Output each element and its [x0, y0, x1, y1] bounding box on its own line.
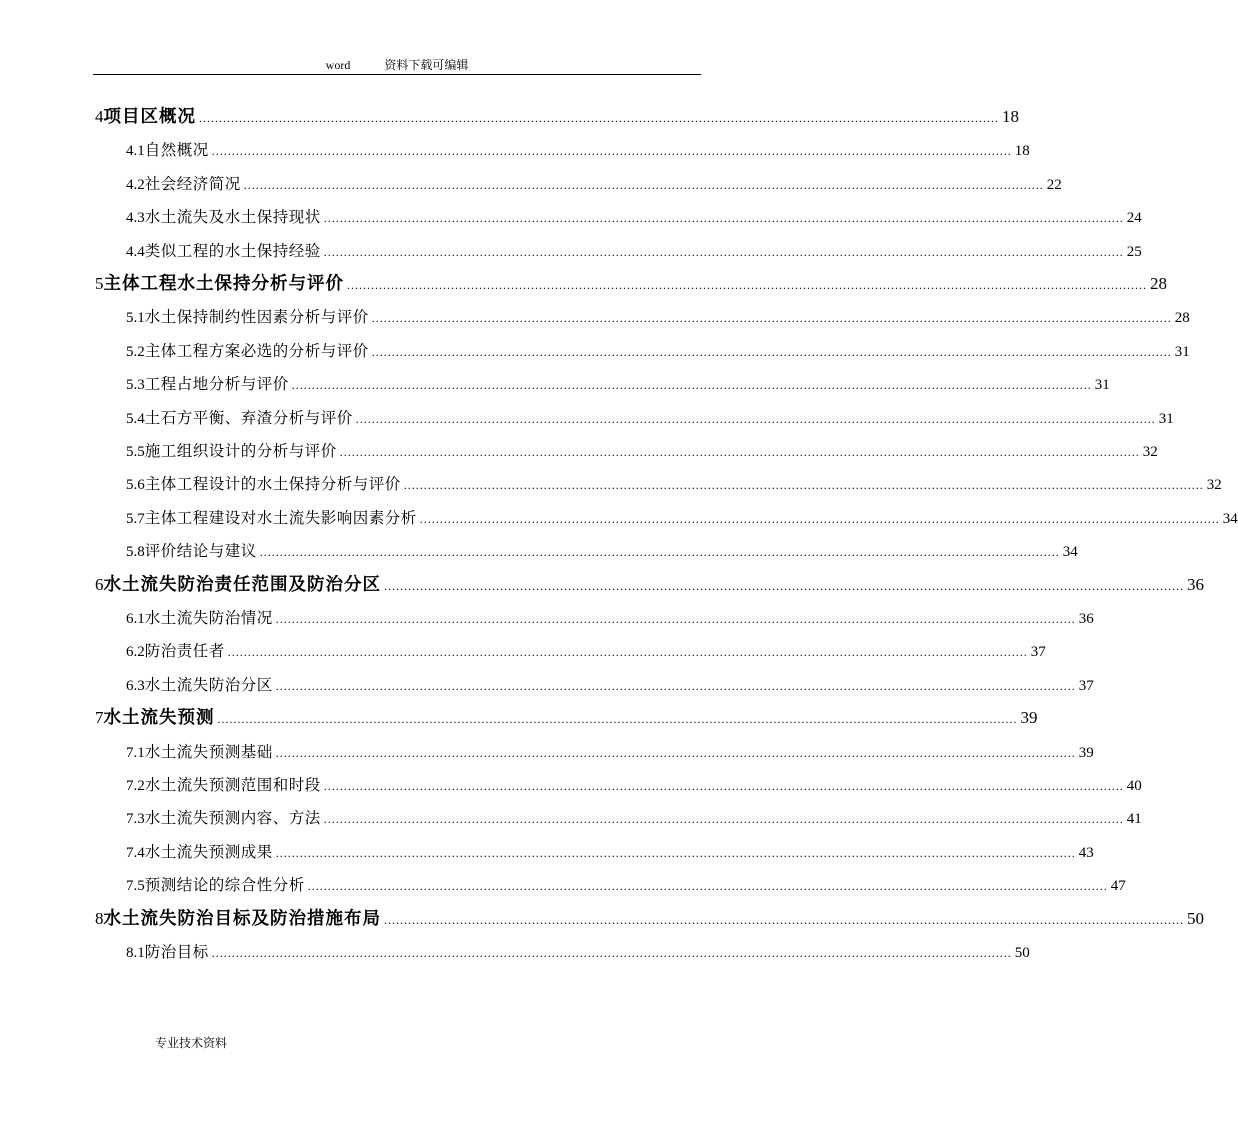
- toc-entry-page-number: 24: [1126, 210, 1142, 227]
- toc-entry-number: 8.1: [126, 945, 145, 961]
- toc-entry-page-number: 37: [1030, 644, 1046, 661]
- toc-entry-number: 5.5: [126, 444, 145, 460]
- toc-entry-number: 4.3: [126, 210, 145, 227]
- dot-leader: ........................................................................................................................................................................................................: [227, 645, 1028, 660]
- toc-section-entry[interactable]: [126, 540, 1078, 562]
- toc-entry-title: 社会经济简况: [144, 174, 241, 193]
- toc-entry-page-number: 31: [1174, 343, 1190, 360]
- toc-entry-title: 主体工程水土保持分析与评价: [103, 274, 344, 294]
- page-header: [93, 58, 701, 75]
- dot-leader: ........................................................................................................................................................................................................: [291, 378, 1092, 393]
- dot-leader: ........................................................................................................................................................................................................: [323, 779, 1124, 793]
- toc-section-entry[interactable]: [126, 306, 1190, 328]
- dot-leader: ........................................................................................................................................................................................................: [323, 244, 1124, 259]
- toc-entry-page-number: 43: [1078, 844, 1094, 861]
- toc-chapter-entry[interactable]: [95, 273, 1167, 295]
- toc-chapter-entry[interactable]: [95, 707, 1038, 729]
- dot-leader: ........................................................................................................................................................................................................: [199, 111, 999, 125]
- toc-entry-number: 6.1: [126, 611, 145, 627]
- toc-entry-title: 水土流失预测基础: [144, 742, 273, 761]
- toc-section-entry[interactable]: [126, 139, 1030, 161]
- dot-leader: ........................................................................................................................................................................................................: [347, 278, 1147, 292]
- toc-entry-title: 评价结论与建议: [144, 542, 257, 561]
- dot-leader: ........................................................................................................................................................................................................: [323, 211, 1124, 226]
- toc-entry-page-number: 50: [1014, 945, 1030, 961]
- toc-entry-title: 水土流失防治情况: [144, 609, 273, 627]
- toc-entry-title: 主体工程方案必选的分析与评价: [144, 341, 369, 360]
- toc-entry-number: 7.1: [126, 744, 145, 761]
- toc-chapter-entry[interactable]: [95, 908, 1204, 930]
- toc-section-entry[interactable]: [126, 807, 1142, 829]
- toc-section-entry[interactable]: [126, 774, 1142, 796]
- toc-entry-number: 6: [95, 574, 104, 594]
- toc-section-entry[interactable]: [126, 841, 1094, 863]
- toc-entry-number: 8: [95, 908, 104, 928]
- toc-entry-title: 水土流失预测成果: [144, 842, 273, 861]
- toc-entry-number: 5.1: [126, 310, 145, 327]
- dot-leader: ........................................................................................................................................................................................................: [275, 745, 1076, 760]
- toc-entry-number: 5.4: [126, 410, 145, 427]
- toc-entry-page-number: 22: [1046, 176, 1062, 193]
- toc-entry-title: 土石方平衡、弃渣分析与评价: [144, 408, 353, 427]
- toc-entry-title: 水土流失防治目标及防治措施布局: [103, 908, 381, 929]
- toc-entry-number: 7: [95, 708, 104, 728]
- toc-entry-page-number: 41: [1126, 811, 1142, 828]
- dot-leader: ........................................................................................................................................................................................................: [211, 946, 1012, 960]
- toc-section-entry[interactable]: [126, 473, 1222, 495]
- dot-leader: ........................................................................................................................................................................................................: [307, 879, 1108, 894]
- toc-entry-number: 7.3: [126, 811, 145, 828]
- toc-chapter-entry[interactable]: [95, 574, 1204, 596]
- toc-entry-title: 主体工程建设对水土流失影响因素分析: [144, 508, 417, 527]
- toc-entry-page-number: 34: [1062, 544, 1078, 561]
- toc-entry-title: 类似工程的水土保持经验: [144, 241, 321, 260]
- toc-entry-page-number: 32: [1142, 444, 1158, 460]
- header-caption: 资料下载可编辑: [384, 58, 469, 72]
- toc-entry-page-number: 40: [1126, 778, 1142, 794]
- dot-leader: ........................................................................................................................................................................................................: [403, 478, 1204, 493]
- toc-section-entry[interactable]: [126, 941, 1030, 963]
- dot-leader: ........................................................................................................................................................................................................: [243, 177, 1044, 192]
- toc-chapter-entry[interactable]: [95, 106, 1019, 128]
- toc-section-entry[interactable]: [126, 640, 1046, 662]
- toc-entry-page-number: 36: [1187, 574, 1204, 594]
- toc-entry-title: 预测结论的综合性分析: [144, 876, 305, 895]
- toc-entry-page-number: 36: [1078, 611, 1094, 627]
- toc-entry-number: 4: [95, 107, 104, 126]
- toc-entry-title: 水土流失防治责任范围及防治分区: [103, 574, 381, 595]
- toc-entry-page-number: 47: [1110, 878, 1126, 895]
- dot-leader: ........................................................................................................................................................................................................: [275, 845, 1076, 860]
- toc-entry-page-number: 31: [1094, 377, 1110, 394]
- dot-leader: ........................................................................................................................................................................................................: [211, 144, 1012, 159]
- toc-entry-number: 5.2: [126, 343, 145, 360]
- toc-entry-number: 5: [95, 274, 104, 293]
- toc-entry-page-number: 28: [1174, 310, 1190, 327]
- toc-entry-page-number: 39: [1078, 744, 1094, 761]
- toc-entry-title: 施工组织设计的分析与评价: [144, 442, 337, 460]
- toc-entry-number: 4.1: [126, 143, 145, 160]
- toc-entry-page-number: 39: [1020, 708, 1038, 728]
- page-footer: 专业技术资料: [155, 1036, 228, 1050]
- toc-entry-page-number: 37: [1078, 677, 1094, 694]
- toc-entry-page-number: 50: [1187, 908, 1204, 928]
- toc-section-entry[interactable]: [126, 173, 1062, 195]
- toc-entry-title: 水土保持制约性因素分析与评价: [144, 308, 369, 327]
- toc-entry-number: 7.4: [126, 844, 145, 861]
- toc-entry-title: 水土流失及水土保持现状: [144, 208, 321, 227]
- dot-leader: ........................................................................................................................................................................................................: [339, 445, 1140, 459]
- header-word: word: [325, 58, 351, 72]
- toc-entry-title: 自然概况: [144, 141, 209, 160]
- toc-entry-title: 水土流失防治分区: [144, 675, 273, 694]
- toc-section-entry[interactable]: [126, 741, 1094, 763]
- toc-section-entry[interactable]: [126, 240, 1142, 262]
- toc-section-entry[interactable]: [126, 874, 1126, 896]
- toc-section-entry[interactable]: [126, 373, 1110, 395]
- toc-entry-page-number: 28: [1150, 274, 1167, 293]
- toc-section-entry[interactable]: [126, 674, 1094, 696]
- toc-entry-page-number: 32: [1206, 477, 1222, 494]
- toc-entry-page-number: 31: [1158, 410, 1174, 427]
- dot-leader: ........................................................................................................................................................................................................: [355, 411, 1156, 426]
- dot-leader: ........................................................................................................................................................................................................: [371, 344, 1172, 359]
- toc-entry-page-number: 18: [1014, 143, 1030, 160]
- toc-entry-number: 5.8: [126, 544, 145, 561]
- toc-entry-title: 工程占地分析与评价: [144, 375, 289, 394]
- dot-leader: ........................................................................................................................................................................................................: [419, 511, 1220, 526]
- toc-section-entry[interactable]: [126, 440, 1158, 462]
- toc-entry-page-number: 18: [1002, 107, 1019, 126]
- toc-entry-title: 项目区概况: [103, 107, 196, 127]
- toc-entry-title: 防治责任者: [144, 642, 225, 661]
- toc-entry-number: 5.7: [126, 510, 145, 527]
- toc-entry-number: 5.3: [126, 377, 145, 394]
- toc-entry-title: 水土流失预测: [103, 708, 215, 729]
- toc-entry-number: 7.5: [126, 878, 145, 895]
- dot-leader: ........................................................................................................................................................................................................: [275, 678, 1076, 693]
- dot-leader: ........................................................................................................................................................................................................: [275, 612, 1076, 626]
- toc-entry-title: 水土流失预测内容、方法: [144, 809, 321, 828]
- toc-entry-number: 7.2: [126, 778, 145, 794]
- toc-entry-number: 4.2: [126, 176, 145, 193]
- toc-section-entry[interactable]: [126, 407, 1174, 429]
- toc-entry-page-number: 25: [1126, 243, 1142, 260]
- toc-entry-title: 主体工程设计的水土保持分析与评价: [144, 475, 401, 494]
- dot-leader: ........................................................................................................................................................................................................: [371, 311, 1172, 326]
- toc-entry-number: 5.6: [126, 477, 145, 494]
- toc-entry-number: 6.3: [126, 677, 145, 694]
- toc-entry-page-number: 34: [1222, 510, 1238, 527]
- dot-leader: ........................................................................................................................................................................................................: [323, 812, 1124, 827]
- dot-leader: ........................................................................................................................................................................................................: [217, 712, 1018, 727]
- toc-entry-number: 6.2: [126, 644, 145, 661]
- toc-entry-number: 4.4: [126, 243, 145, 260]
- dot-leader: ........................................................................................................................................................................................................: [259, 545, 1060, 560]
- dot-leader: ........................................................................................................................................................................................................: [384, 578, 1184, 593]
- toc-section-entry[interactable]: [126, 206, 1142, 228]
- toc-entry-title: 防治目标: [144, 943, 209, 961]
- toc-entry-title: 水土流失预测范围和时段: [144, 776, 321, 794]
- dot-leader: ........................................................................................................................................................................................................: [384, 912, 1184, 927]
- toc-section-entry[interactable]: [126, 507, 1238, 529]
- toc-section-entry[interactable]: [126, 607, 1094, 629]
- toc-section-entry[interactable]: [126, 340, 1190, 362]
